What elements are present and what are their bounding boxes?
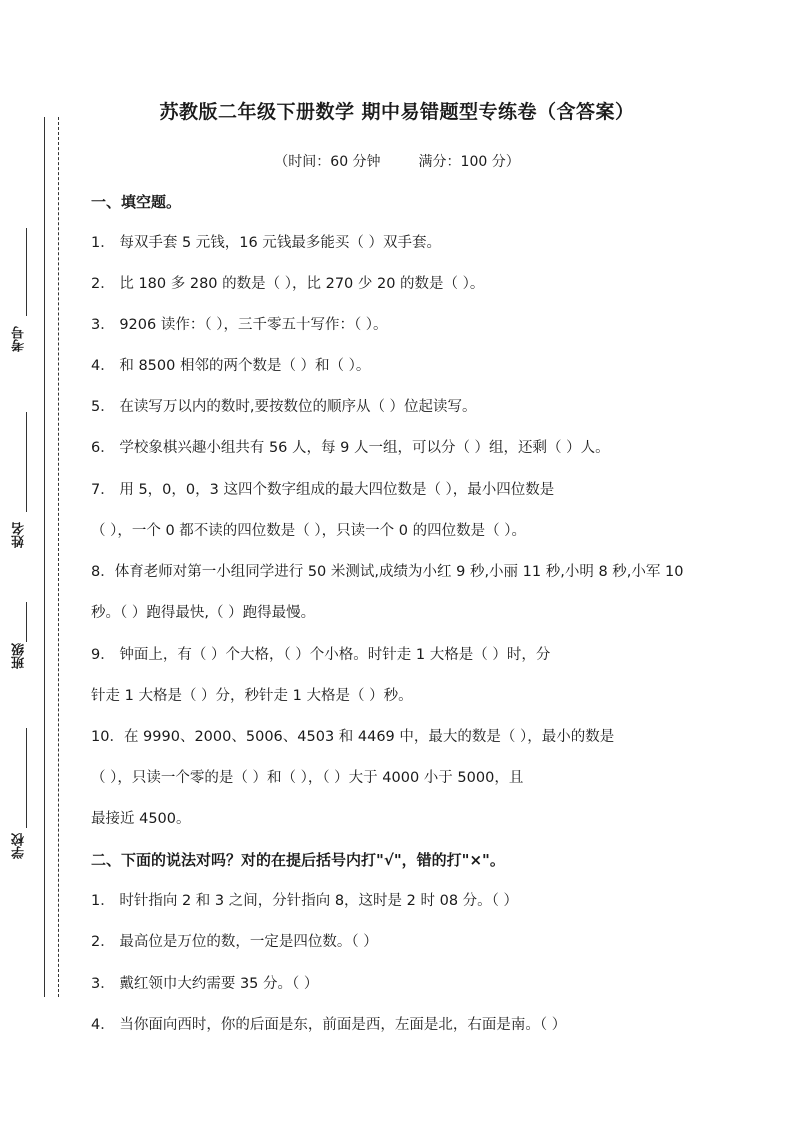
page-title: 苏教版二年级下册数学 期中易错题型专练卷（含答案）	[159, 101, 635, 123]
question-line: 9． 钟面上，有（ ）个大格，（ ）个小格。时针走 1 大格是（ ）时，分	[91, 647, 551, 663]
question-line: 2． 最高位是万位的数，一定是四位数。（ ）	[91, 934, 378, 950]
class-blank	[26, 602, 27, 642]
section-heading: 一、填空题。	[91, 193, 182, 211]
question-line: 1． 时针指向 2 和 3 之间，分针指向 8，这时是 2 时 08 分。（ ）	[91, 893, 519, 909]
name-label: 姓名	[12, 522, 27, 548]
question-line: 8．体育老师对第一小组同学进行 50 米测试,成绩为小红 9 秒,小丽 11 秒,小明 8 秒,小军 10	[91, 564, 684, 580]
question-line: 1． 每双手套 5 元钱，16 元钱最多能买（ ）双手套。	[91, 235, 441, 251]
question-line: 最接近 4500。	[91, 811, 191, 827]
binding-line-solid	[44, 117, 45, 997]
question-line: 7． 用 5，0，0，3 这四个数字组成的最大四位数是（ ），最小四位数是	[91, 482, 555, 498]
question-line: 6． 学校象棋兴趣小组共有 56 人，每 9 人一组，可以分（ ）组，还剩（ ）人。	[91, 440, 610, 456]
exam-number-blank	[26, 228, 27, 316]
question-line: 秒。（ ）跑得最快,（ ）跑得最慢。	[91, 605, 316, 621]
question-line: 2． 比 180 多 280 的数是（ ），比 270 少 20 的数是（ ）。	[91, 276, 485, 292]
school-blank	[26, 728, 27, 828]
exam-number-label: 考号	[12, 326, 27, 352]
question-line: 4． 和 8500 相邻的两个数是（ ）和（ ）。	[91, 358, 371, 374]
question-line: （ ），只读一个零的是（ ）和（ ），（ ）大于 4000 小于 5000，且	[91, 770, 524, 786]
school-label: 学校	[12, 833, 27, 859]
class-label: 班级	[12, 643, 27, 669]
question-line: 4． 当你面向西时，你的后面是东，前面是西，左面是北，右面是南。（ ）	[91, 1017, 567, 1033]
binding-line-dashed	[58, 117, 59, 997]
question-line: 3． 9206 读作：（ ），三千零五十写作：（ ）。	[91, 317, 388, 333]
section-heading: 二、下面的说法对吗？对的在提后括号内打"√"，错的打"×"。	[91, 851, 505, 869]
question-line: 10．在 9990、2000、5006、4503 和 4469 中，最大的数是（ ），最小的数是	[91, 729, 615, 745]
time-limit: （时间：60 分钟	[274, 154, 381, 170]
full-score: 满分：100 分）	[418, 154, 520, 170]
question-line: 3． 戴红领巾大约需要 35 分。（ ）	[91, 976, 319, 992]
question-line: 5． 在读写万以内的数时,要按数位的顺序从（ ）位起读写。	[91, 399, 477, 415]
question-line: 针走 1 大格是（ ）分，秒针走 1 大格是（ ）秒。	[91, 688, 413, 704]
question-line: （ ），一个 0 都不读的四位数是（ ），只读一个 0 的四位数是（ ）。	[91, 523, 526, 539]
exam-info	[0, 151, 794, 171]
name-blank	[26, 412, 27, 512]
